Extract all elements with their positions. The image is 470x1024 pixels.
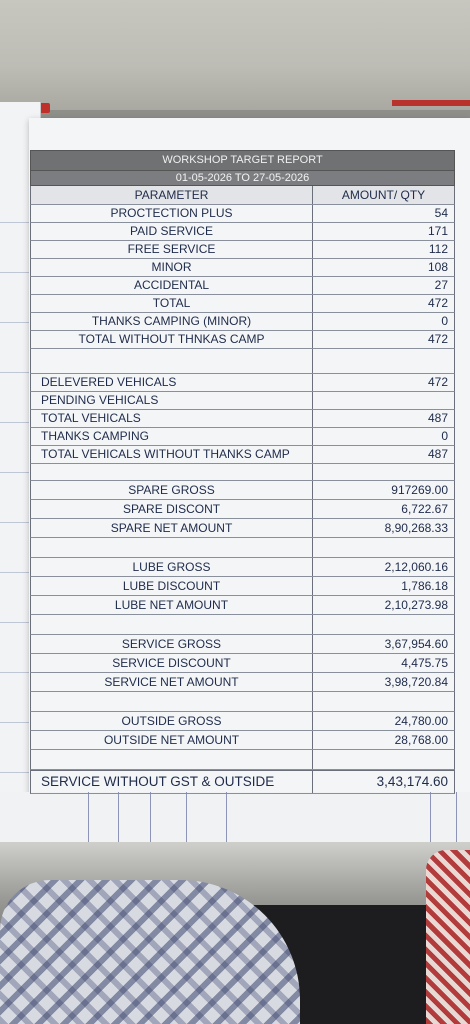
table-row — [30, 731, 455, 750]
row-value — [313, 392, 454, 409]
final-label: SERVICE WITHOUT GST & OUTSIDE — [31, 771, 313, 793]
report-period: 01-05-2026 TO 27-05-2026 — [30, 171, 455, 186]
row-value: 2,12,060.16 — [384, 560, 448, 574]
row-label: TOTAL VEHICALS — [31, 410, 313, 427]
final-row — [30, 770, 455, 794]
table-row — [30, 519, 455, 538]
binder-edge — [392, 100, 470, 106]
background-wall — [0, 0, 470, 110]
row-value: 1,786.18 — [401, 579, 448, 593]
row-value: 0 — [441, 429, 448, 443]
table-row — [30, 410, 455, 428]
row-value: 472 — [427, 332, 448, 346]
spacer-row — [30, 750, 455, 770]
red-checkered-cloth — [426, 850, 470, 1024]
spacer-row — [30, 464, 455, 481]
row-value: 4,475.75 — [401, 656, 448, 670]
row-label: SPARE DISCONT — [31, 500, 313, 518]
row-value: 8,90,268.33 — [384, 521, 448, 535]
table-header — [30, 186, 455, 205]
spacer-row — [30, 692, 455, 712]
row-value: 487 — [427, 411, 448, 425]
table-row — [30, 635, 455, 654]
row-value: 24,780.00 — [394, 714, 448, 728]
table-row — [30, 596, 455, 615]
table-row — [30, 500, 455, 519]
row-value: 171 — [427, 224, 448, 238]
row-value: 108 — [427, 260, 448, 274]
row-label: SERVICE DISCOUNT — [31, 654, 313, 672]
row-label: SPARE NET AMOUNT — [31, 519, 313, 537]
spacer-row — [30, 615, 455, 635]
row-label: TOTAL VEHICALS WITHOUT THANKS CAMP — [31, 446, 313, 463]
row-label: LUBE GROSS — [31, 558, 313, 576]
row-value: 28,768.00 — [394, 733, 448, 747]
row-value: 54 — [434, 206, 448, 220]
amount-header: AMOUNT/ QTY — [341, 188, 426, 202]
row-value: 487 — [427, 447, 448, 461]
table-row — [30, 428, 455, 446]
row-label: OUTSIDE GROSS — [31, 712, 313, 730]
row-label: SERVICE GROSS — [31, 635, 313, 653]
row-value: 2,10,273.98 — [384, 598, 448, 612]
table-row — [30, 392, 455, 410]
table-row — [30, 673, 455, 692]
table-row — [30, 223, 455, 241]
row-label: FREE SERVICE — [31, 241, 313, 258]
table-row — [30, 712, 455, 731]
table-row — [30, 205, 455, 223]
table-row — [30, 481, 455, 500]
row-value: 0 — [441, 314, 448, 328]
row-value: 27 — [434, 278, 448, 292]
table-row — [30, 558, 455, 577]
table-row — [30, 577, 455, 596]
notebook-page-bottom — [0, 792, 470, 844]
row-value: 3,67,954.60 — [384, 637, 448, 651]
table-row — [30, 259, 455, 277]
spacer-row — [30, 349, 455, 374]
parameter-header: PARAMETER — [31, 186, 313, 204]
spacer-row — [30, 538, 455, 558]
row-value: 112 — [428, 242, 448, 256]
row-label: SPARE GROSS — [31, 481, 313, 499]
row-value: 472 — [427, 296, 448, 310]
final-value: 3,43,174.60 — [376, 774, 448, 789]
row-label: TOTAL — [31, 295, 313, 312]
table-row — [30, 277, 455, 295]
row-label: DELEVERED VEHICALS — [31, 374, 313, 391]
row-label: SERVICE NET AMOUNT — [31, 673, 313, 691]
row-label: PAID SERVICE — [31, 223, 313, 240]
table-row — [30, 374, 455, 392]
row-value: 3,98,720.84 — [384, 675, 448, 689]
table-row — [30, 654, 455, 673]
table-row — [30, 313, 455, 331]
row-label: TOTAL WITHOUT THNKAS CAMP — [31, 331, 313, 348]
row-value: 472 — [427, 375, 448, 389]
row-label: OUTSIDE NET AMOUNT — [31, 731, 313, 749]
row-value: 917269.00 — [391, 483, 448, 497]
row-label: ACCIDENTAL — [31, 277, 313, 294]
workshop-target-report — [30, 150, 455, 794]
table-row — [30, 295, 455, 313]
table-row — [30, 241, 455, 259]
row-label: MINOR — [31, 259, 313, 276]
row-label: LUBE NET AMOUNT — [31, 596, 313, 614]
row-label: LUBE DISCOUNT — [31, 577, 313, 595]
table-row — [30, 446, 455, 464]
report-title: WORKSHOP TARGET REPORT — [30, 150, 455, 171]
row-label: PROCTECTION PLUS — [31, 205, 313, 222]
row-label: PENDING VEHICALS — [31, 392, 313, 409]
row-value: 6,722.67 — [401, 502, 448, 516]
row-label: THANKS CAMPING — [31, 428, 313, 445]
row-label: THANKS CAMPING (MINOR) — [31, 313, 313, 330]
table-row — [30, 331, 455, 349]
